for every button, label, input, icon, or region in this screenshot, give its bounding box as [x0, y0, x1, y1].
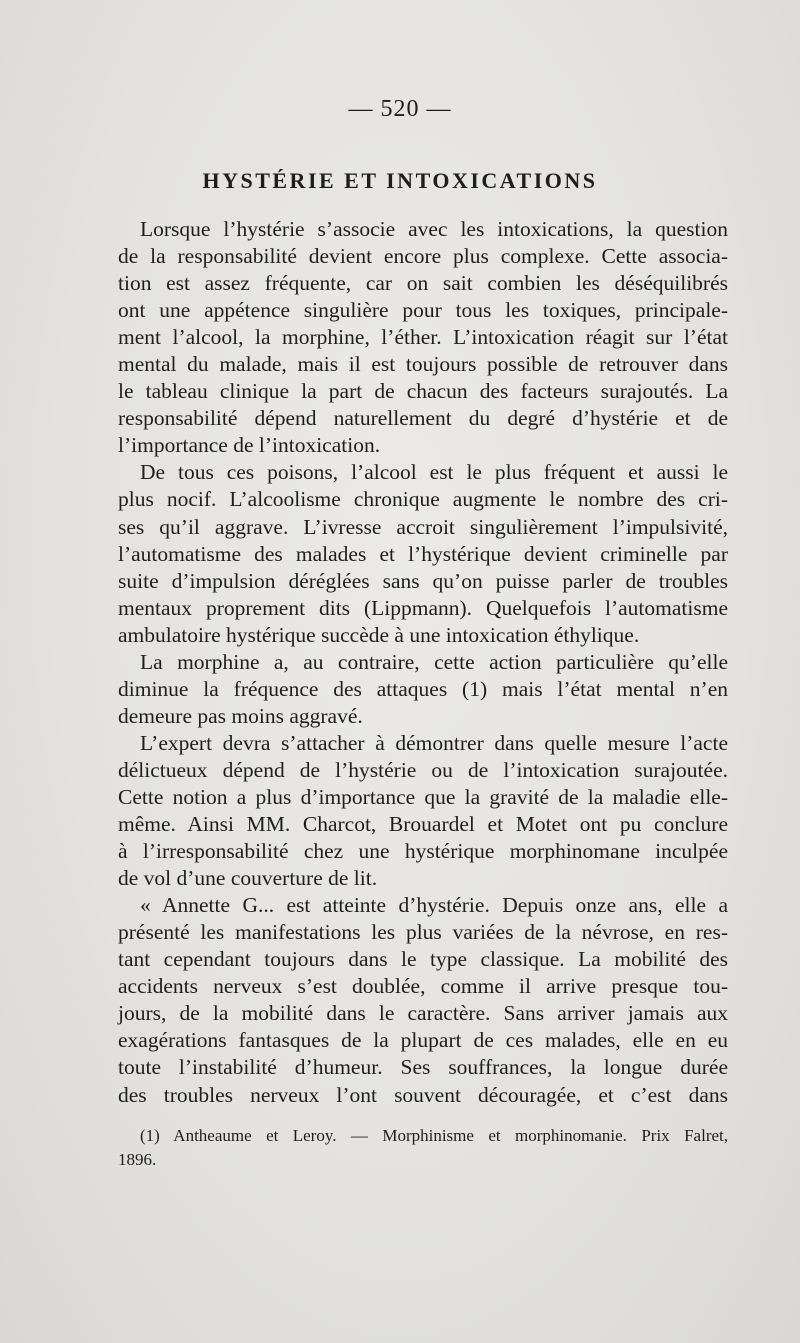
page-number: — 520 —: [348, 96, 452, 122]
text-line: l’automatisme des malades et l’hystérique devient criminelle par: [118, 541, 728, 566]
text-line: de la responsabilité devient encore plus complexe. Cette associa-: [118, 244, 728, 269]
footnote-line: (1) Antheaume et Leroy. — Morphinisme et morphinomanie. Prix Falret,: [140, 1126, 728, 1145]
text-line: même. Ainsi MM. Charcot, Brouardel et Motet ont pu conclure: [118, 812, 728, 837]
text-line: demeure pas moins aggravé.: [118, 703, 363, 728]
text-line: ont une appétence singulière pour tous les toxiques, principale-: [118, 298, 728, 323]
text-line: responsabilité dépend naturellement du degré d’hystérie et de: [118, 406, 728, 431]
text-line: suite d’impulsion déréglées sans qu’on puisse parler de troubles: [118, 568, 728, 593]
text-line: Cette notion a plus d’importance que la gravité de la maladie elle-: [118, 784, 728, 809]
text-line: tant cependant toujours dans le type classique. La mobilité des: [118, 947, 728, 972]
text-line: l’importance de l’intoxication.: [118, 433, 381, 458]
text-line: La morphine a, au contraire, cette action particulière qu’elle: [140, 649, 728, 674]
text-line: mental du malade, mais il est toujours possible de retrouver dans: [118, 352, 728, 377]
text-line: le tableau clinique la part de chacun des facteurs surajoutés. La: [118, 379, 728, 404]
text-line: accidents nerveux s’est doublée, comme il arrive presque tou-: [118, 974, 728, 999]
footnote: [118, 1124, 728, 1172]
text-line: Lorsque l’hystérie s’associe avec les intoxications, la question: [140, 217, 728, 241]
text-line: jours, de la mobilité dans le caractère. Sans arriver jamais aux: [118, 1001, 728, 1026]
section-title: HYSTÉRIE ET INTOXICATIONS: [202, 168, 598, 193]
text-line: plus nocif. L’alcoolisme chronique augmente le nombre des cri-: [118, 487, 728, 512]
text-line: des troubles nerveux l’ont souvent découragée, et c’est dans: [118, 1082, 728, 1107]
text-line: ambulatoire hystérique succède à une intoxication éthylique.: [118, 622, 640, 647]
text-line: diminue la fréquence des attaques (1) mais l’état mental n’en: [118, 676, 728, 701]
text-line: ses qu’il aggrave. L’ivresse accroit singulièrement l’impulsivité,: [118, 514, 728, 539]
text-line: exagérations fantasques de la plupart de ces malades, elle en eu: [118, 1028, 728, 1053]
text-line: « Annette G... est atteinte d’hystérie. Depuis onze ans, elle a: [140, 893, 728, 918]
footnote-line: 1896.: [118, 1150, 157, 1169]
text-line: présenté les manifestations les plus variées de la névrose, en res-: [118, 920, 728, 945]
text-line: ment l’alcool, la morphine, l’éther. L’intoxication réagit sur l’état: [118, 325, 728, 350]
text-line: De tous ces poisons, l’alcool est le plus fréquent et aussi le: [140, 460, 728, 485]
text-line: mentaux proprement dits (Lippmann). Quelquefois l’automatisme: [118, 595, 728, 620]
text-line: L’expert devra s’attacher à démontrer dans quelle mesure l’acte: [140, 730, 728, 755]
text-line: tion est assez fréquente, car on sait combien les déséquilibrés: [118, 271, 728, 296]
text-line: toute l’instabilité d’humeur. Ses souffrances, la longue durée: [118, 1055, 728, 1080]
text-line: délictueux dépend de l’hystérie ou de l’intoxication surajoutée.: [118, 757, 728, 782]
body-text: [118, 216, 728, 1109]
text-line: à l’irresponsabilité chez une hystérique morphinomane inculpée: [118, 839, 728, 864]
text-line: de vol d’une couverture de lit.: [118, 866, 378, 891]
